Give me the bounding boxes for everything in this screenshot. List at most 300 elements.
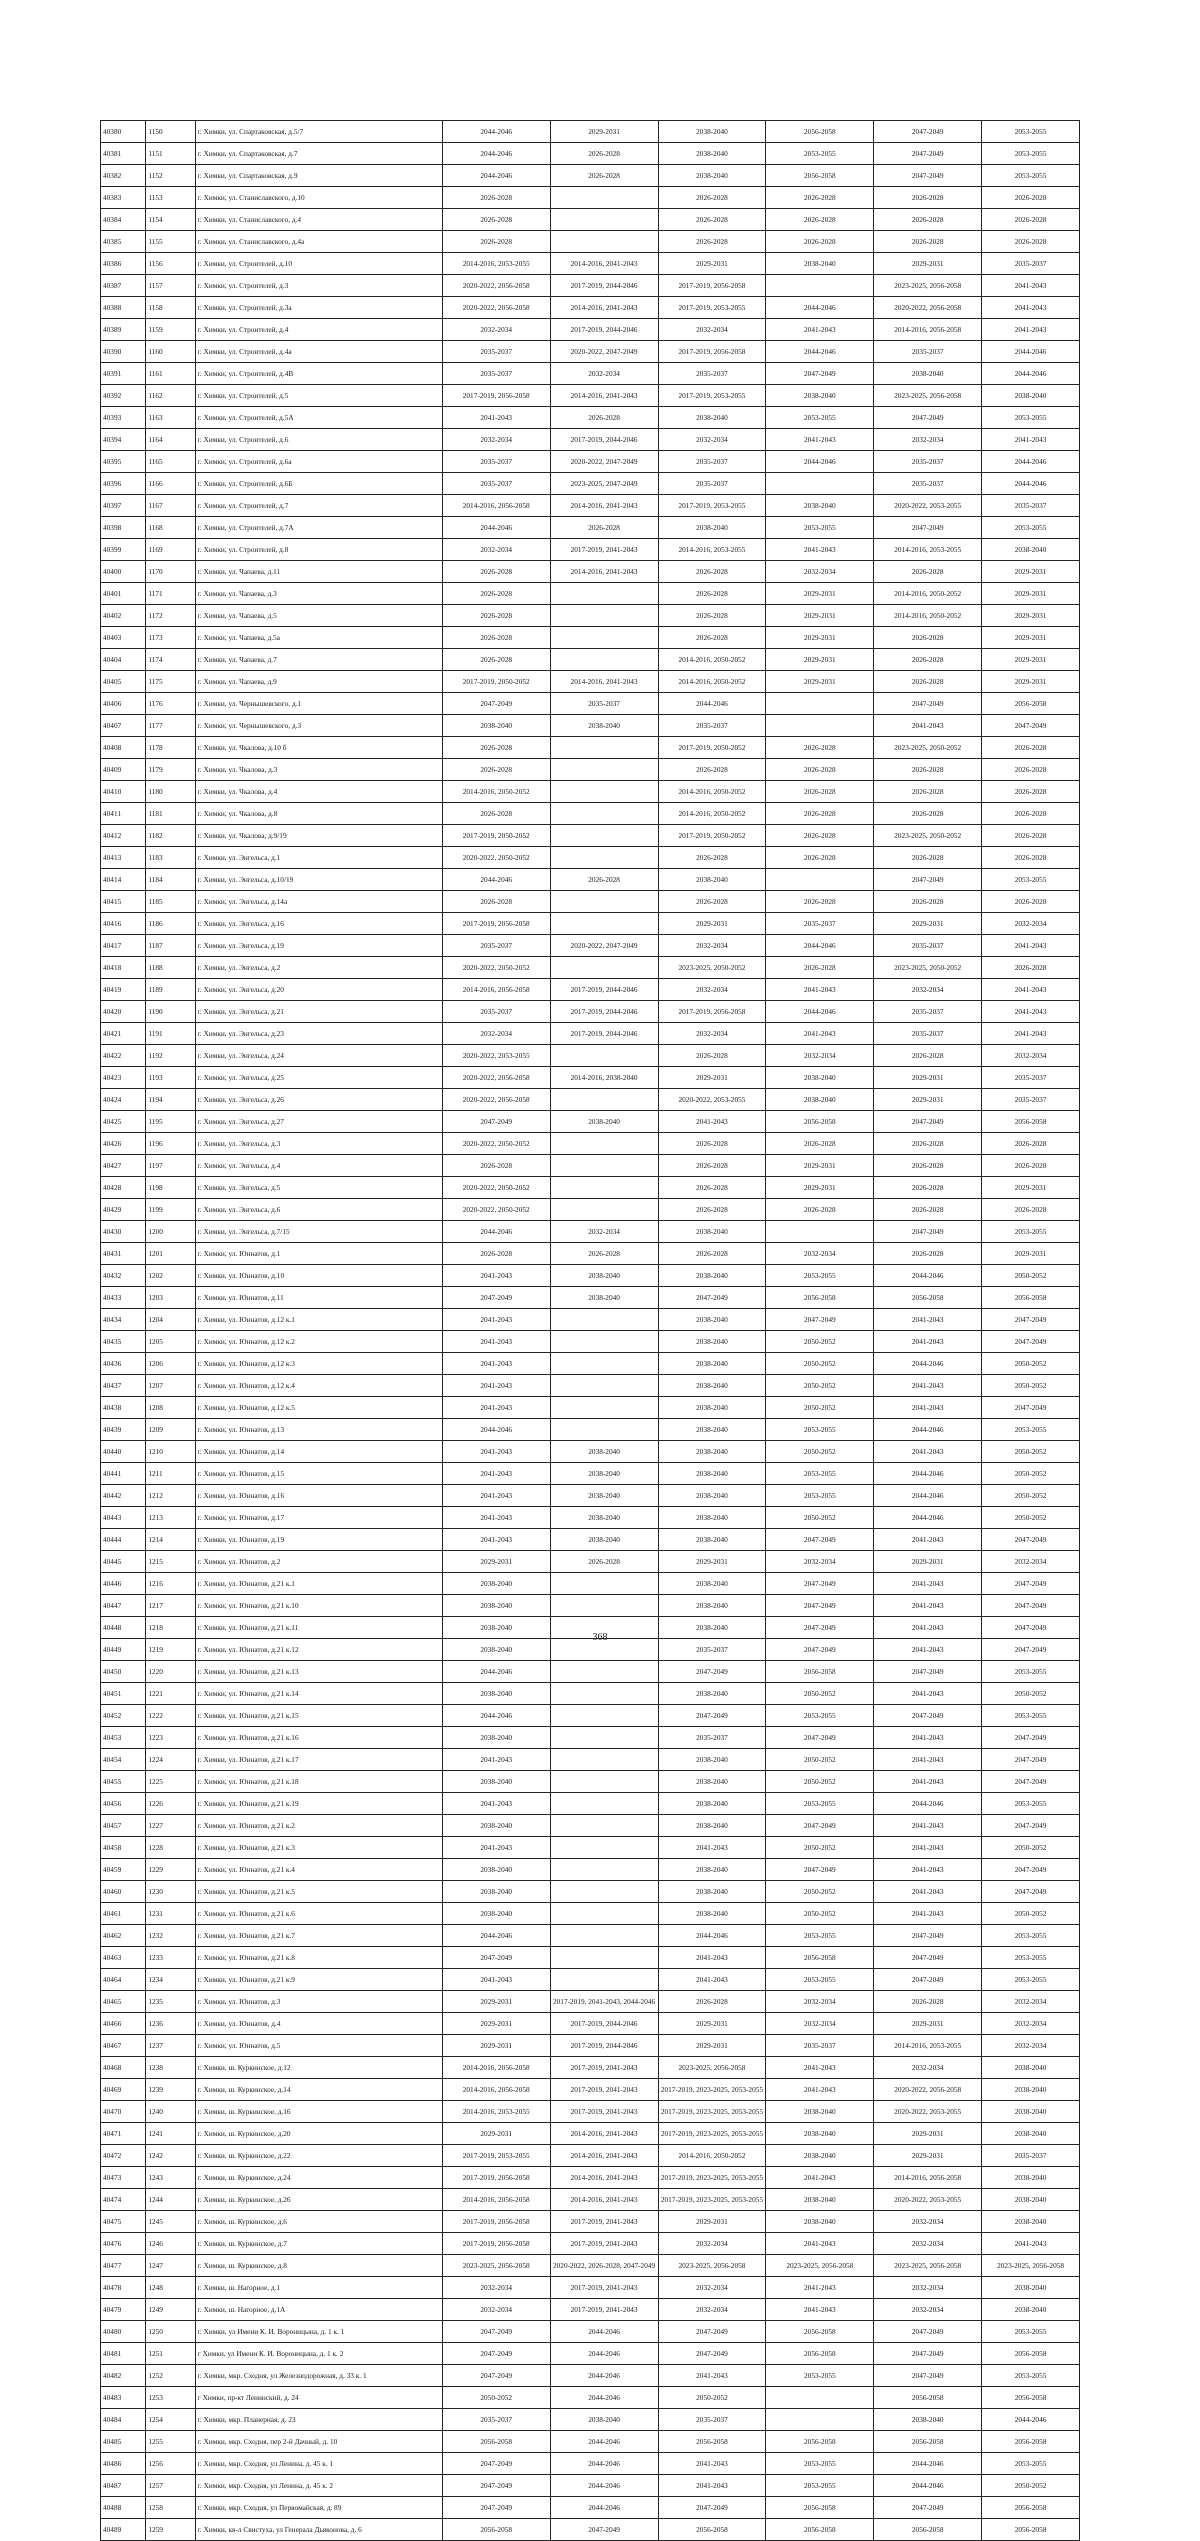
table-row — [101, 2277, 1080, 2299]
cell-record-id: 40422 — [101, 1045, 146, 1067]
table-row — [101, 2167, 1080, 2189]
cell-period-5: 2029-2031 — [874, 1089, 982, 1111]
cell-period-1: 2047-2049 — [442, 1287, 550, 1309]
cell-period-5: 2026-2028 — [874, 231, 982, 253]
cell-period-5: 2044-2046 — [874, 1353, 982, 1375]
table-body — [101, 121, 1080, 2541]
cell-period-4 — [766, 2409, 874, 2431]
cell-period-4: 2041-2043 — [766, 2233, 874, 2255]
cell-period-5: 2014-2016, 2050-2052 — [874, 605, 982, 627]
cell-period-1: 2020-2022, 2056-2058 — [442, 275, 550, 297]
cell-period-4: 2050-2052 — [766, 1353, 874, 1375]
cell-period-1: 2047-2049 — [442, 693, 550, 715]
cell-period-6: 2053-2055 — [982, 1947, 1080, 1969]
cell-period-3: 2047-2049 — [658, 1661, 766, 1683]
cell-period-2: 2026-2028 — [550, 1243, 658, 1265]
cell-period-3: 2038-2040 — [658, 1265, 766, 1287]
cell-period-4: 2026-2028 — [766, 1199, 874, 1221]
cell-period-6: 2035-2037 — [982, 1089, 1080, 1111]
cell-period-6: 2038-2040 — [982, 385, 1080, 407]
table-row — [101, 2299, 1080, 2321]
cell-period-1: 2047-2049 — [442, 1111, 550, 1133]
cell-record-id: 40474 — [101, 2189, 146, 2211]
cell-record-id: 40409 — [101, 759, 146, 781]
cell-period-6: 2050-2052 — [982, 1441, 1080, 1463]
cell-address: г. Химки, мкр. Сходня, ул Железнодорожная, д. 33 к. 1 — [195, 2365, 442, 2387]
cell-address: г. Химки, ул. Строителей, д.6Б — [195, 473, 442, 495]
cell-period-1: 2017-2019, 2056-2058 — [442, 2167, 550, 2189]
table-row — [101, 847, 1080, 869]
cell-period-2: 2044-2046 — [550, 2475, 658, 2497]
cell-house-number: 1180 — [146, 781, 195, 803]
cell-period-5: 2047-2049 — [874, 407, 982, 429]
cell-period-6: 2038-2040 — [982, 2057, 1080, 2079]
cell-house-number: 1165 — [146, 451, 195, 473]
cell-period-2 — [550, 1947, 658, 1969]
cell-period-4: 2026-2028 — [766, 847, 874, 869]
cell-period-6: 2050-2052 — [982, 1485, 1080, 1507]
cell-house-number: 1171 — [146, 583, 195, 605]
cell-record-id: 40440 — [101, 1441, 146, 1463]
cell-house-number: 1181 — [146, 803, 195, 825]
cell-period-5: 2041-2043 — [874, 1375, 982, 1397]
cell-period-5: 2026-2028 — [874, 759, 982, 781]
cell-house-number: 1170 — [146, 561, 195, 583]
cell-house-number: 1252 — [146, 2365, 195, 2387]
cell-address: г. Химки, ул. Юннатов, д.16 — [195, 1485, 442, 1507]
table-row — [101, 495, 1080, 517]
table-row — [101, 1793, 1080, 1815]
cell-period-2: 2035-2037 — [550, 693, 658, 715]
cell-period-1: 2035-2037 — [442, 935, 550, 957]
cell-address: г. Химки, ул. Энгельса, д.6 — [195, 1199, 442, 1221]
cell-period-3: 2026-2028 — [658, 1045, 766, 1067]
cell-record-id: 40426 — [101, 1133, 146, 1155]
table-row — [101, 275, 1080, 297]
cell-period-6: 2047-2049 — [982, 1639, 1080, 1661]
cell-period-5: 2035-2037 — [874, 935, 982, 957]
cell-period-3: 2026-2028 — [658, 561, 766, 583]
cell-house-number: 1155 — [146, 231, 195, 253]
cell-house-number: 1168 — [146, 517, 195, 539]
cell-period-1: 2026-2028 — [442, 187, 550, 209]
cell-period-5: 2029-2031 — [874, 253, 982, 275]
table-row — [101, 2123, 1080, 2145]
cell-period-4: 2053-2055 — [766, 407, 874, 429]
cell-period-1: 2038-2040 — [442, 1903, 550, 1925]
cell-house-number: 1187 — [146, 935, 195, 957]
cell-period-4 — [766, 869, 874, 891]
cell-period-5: 2023-2025, 2056-2058 — [874, 385, 982, 407]
cell-period-2: 2044-2046 — [550, 2321, 658, 2343]
cell-address: г. Химки, ул. Чкалова, д.3 — [195, 759, 442, 781]
cell-period-1: 2026-2028 — [442, 649, 550, 671]
cell-period-4: 2029-2031 — [766, 583, 874, 605]
cell-period-6: 2026-2028 — [982, 1199, 1080, 1221]
cell-period-2: 2017-2019, 2044-2046 — [550, 1023, 658, 1045]
cell-period-1: 2017-2019, 2053-2055 — [442, 2145, 550, 2167]
cell-address: г. Химки, ул. Юннатов, д.12 к.1 — [195, 1309, 442, 1331]
cell-address: г. Химки, ул. Чкалова, д.4 — [195, 781, 442, 803]
cell-house-number: 1251 — [146, 2343, 195, 2365]
table-row — [101, 1705, 1080, 1727]
cell-period-3: 2047-2049 — [658, 1287, 766, 1309]
cell-address: г. Химки, ш. Куркинское, д.16 — [195, 2101, 442, 2123]
cell-period-2 — [550, 1045, 658, 1067]
cell-period-4: 2047-2049 — [766, 1727, 874, 1749]
cell-record-id: 40456 — [101, 1793, 146, 1815]
cell-period-5: 2023-2025, 2056-2058 — [874, 275, 982, 297]
cell-period-4: 2026-2028 — [766, 957, 874, 979]
cell-period-3: 2044-2046 — [658, 693, 766, 715]
cell-period-1: 2041-2043 — [442, 1969, 550, 1991]
cell-address: г. Химки, мкр. Сходня, ул Ленина, д. 45 к. 1 — [195, 2453, 442, 2475]
table-row — [101, 1529, 1080, 1551]
cell-period-3: 2038-2040 — [658, 1573, 766, 1595]
cell-address: г. Химки, ул. Юннатов, д.5 — [195, 2035, 442, 2057]
cell-address: г. Химки, ул. Юннатов, д.3 — [195, 1991, 442, 2013]
cell-period-1: 2035-2037 — [442, 1001, 550, 1023]
cell-period-5: 2023-2025, 2056-2058 — [874, 2255, 982, 2277]
cell-record-id: 40389 — [101, 319, 146, 341]
cell-house-number: 1209 — [146, 1419, 195, 1441]
cell-record-id: 40486 — [101, 2453, 146, 2475]
cell-period-2: 2038-2040 — [550, 1441, 658, 1463]
table-row — [101, 605, 1080, 627]
cell-house-number: 1156 — [146, 253, 195, 275]
cell-house-number: 1212 — [146, 1485, 195, 1507]
cell-period-2: 2017-2019, 2041-2043, 2044-2046 — [550, 1991, 658, 2013]
cell-record-id: 40475 — [101, 2211, 146, 2233]
cell-address: г. Химки, ул. Юннатов, д.10 — [195, 1265, 442, 1287]
cell-period-3: 2038-2040 — [658, 1617, 766, 1639]
cell-record-id: 40390 — [101, 341, 146, 363]
cell-house-number: 1230 — [146, 1881, 195, 1903]
cell-period-5: 2041-2043 — [874, 1859, 982, 1881]
cell-address: г. Химки, ул. Энгельса, д.1 — [195, 847, 442, 869]
cell-period-1: 2035-2037 — [442, 451, 550, 473]
cell-period-6: 2053-2055 — [982, 869, 1080, 891]
cell-record-id: 40391 — [101, 363, 146, 385]
cell-record-id: 40447 — [101, 1595, 146, 1617]
cell-period-3: 2038-2040 — [658, 1771, 766, 1793]
table-row — [101, 1331, 1080, 1353]
cell-address: г. Химки, ул. Юннатов, д.21 к.8 — [195, 1947, 442, 1969]
cell-period-3: 2026-2028 — [658, 627, 766, 649]
table-row — [101, 2519, 1080, 2541]
cell-period-3: 2026-2028 — [658, 847, 766, 869]
cell-period-5: 2047-2049 — [874, 2497, 982, 2519]
cell-period-1: 2056-2058 — [442, 2431, 550, 2453]
cell-period-6: 2029-2031 — [982, 1177, 1080, 1199]
cell-house-number: 1189 — [146, 979, 195, 1001]
cell-period-1: 2041-2043 — [442, 1441, 550, 1463]
cell-period-3: 2038-2040 — [658, 1683, 766, 1705]
cell-period-4: 2047-2049 — [766, 1859, 874, 1881]
cell-period-6: 2050-2052 — [982, 1683, 1080, 1705]
table-row — [101, 759, 1080, 781]
cell-period-4: 2056-2058 — [766, 121, 874, 143]
cell-period-1: 2032-2034 — [442, 319, 550, 341]
table-row — [101, 2057, 1080, 2079]
cell-period-2: 2020-2022, 2047-2049 — [550, 341, 658, 363]
cell-period-4: 2041-2043 — [766, 979, 874, 1001]
cell-period-6: 2038-2040 — [982, 2299, 1080, 2321]
cell-period-6: 2038-2040 — [982, 2167, 1080, 2189]
cell-period-1: 2035-2037 — [442, 363, 550, 385]
cell-address: г. Химки, ул Имени К. И. Вороницына, д. 1 к. 1 — [195, 2321, 442, 2343]
cell-address: г. Химки, ул. Юннатов, д.13 — [195, 1419, 442, 1441]
table-row — [101, 1969, 1080, 1991]
cell-period-3: 2041-2043 — [658, 2365, 766, 2387]
cell-period-3: 2026-2028 — [658, 1133, 766, 1155]
cell-period-3: 2032-2034 — [658, 2277, 766, 2299]
cell-period-6: 2047-2049 — [982, 1815, 1080, 1837]
table-row — [101, 2497, 1080, 2519]
cell-house-number: 1244 — [146, 2189, 195, 2211]
cell-period-6: 2056-2058 — [982, 1111, 1080, 1133]
cell-period-6: 2044-2046 — [982, 473, 1080, 495]
table-row — [101, 671, 1080, 693]
cell-period-4: 2026-2028 — [766, 781, 874, 803]
table-row — [101, 737, 1080, 759]
cell-period-5: 2035-2037 — [874, 1001, 982, 1023]
cell-period-4: 2047-2049 — [766, 1573, 874, 1595]
cell-period-2: 2014-2016, 2041-2043 — [550, 2189, 658, 2211]
cell-record-id: 40436 — [101, 1353, 146, 1375]
cell-period-4: 2041-2043 — [766, 319, 874, 341]
cell-period-5: 2044-2046 — [874, 1485, 982, 1507]
cell-house-number: 1219 — [146, 1639, 195, 1661]
cell-period-2: 2017-2019, 2044-2046 — [550, 319, 658, 341]
cell-period-3: 2050-2052 — [658, 2387, 766, 2409]
cell-period-3: 2017-2019, 2023-2025, 2053-2055 — [658, 2079, 766, 2101]
cell-address: г. Химки, ул. Юннатов, д.11 — [195, 1287, 442, 1309]
cell-period-2 — [550, 1309, 658, 1331]
table-row — [101, 1815, 1080, 1837]
cell-period-6: 2044-2046 — [982, 341, 1080, 363]
cell-period-6: 2026-2028 — [982, 803, 1080, 825]
cell-address: г. Химки, ул. Спартаковская, д.7 — [195, 143, 442, 165]
cell-period-4 — [766, 473, 874, 495]
cell-period-1: 2020-2022, 2050-2052 — [442, 1133, 550, 1155]
cell-period-5: 2047-2049 — [874, 2343, 982, 2365]
cell-period-4: 2038-2040 — [766, 2123, 874, 2145]
cell-period-5: 2047-2049 — [874, 1221, 982, 1243]
cell-period-4: 2032-2034 — [766, 1243, 874, 1265]
cell-period-6: 2035-2037 — [982, 1067, 1080, 1089]
cell-period-1: 2041-2043 — [442, 1529, 550, 1551]
cell-period-4: 2047-2049 — [766, 1815, 874, 1837]
cell-period-5: 2041-2043 — [874, 1771, 982, 1793]
cell-period-6: 2026-2028 — [982, 737, 1080, 759]
cell-period-3: 2044-2046 — [658, 1925, 766, 1947]
cell-record-id: 40380 — [101, 121, 146, 143]
table-row — [101, 1661, 1080, 1683]
cell-period-3: 2047-2049 — [658, 1705, 766, 1727]
cell-period-1: 2038-2040 — [442, 1617, 550, 1639]
cell-period-5: 2014-2016, 2056-2058 — [874, 319, 982, 341]
cell-period-2: 2014-2016, 2041-2043 — [550, 2145, 658, 2167]
cell-period-6: 2047-2049 — [982, 1749, 1080, 1771]
cell-house-number: 1157 — [146, 275, 195, 297]
cell-period-3: 2017-2019, 2023-2025, 2053-2055 — [658, 2101, 766, 2123]
cell-period-4: 2026-2028 — [766, 737, 874, 759]
cell-period-4: 2053-2055 — [766, 1705, 874, 1727]
cell-period-5: 2026-2028 — [874, 209, 982, 231]
cell-period-1: 2041-2043 — [442, 1749, 550, 1771]
cell-house-number: 1184 — [146, 869, 195, 891]
table-row — [101, 2431, 1080, 2453]
cell-period-1: 2041-2043 — [442, 1265, 550, 1287]
cell-house-number: 1211 — [146, 1463, 195, 1485]
cell-record-id: 40481 — [101, 2343, 146, 2365]
table-row — [101, 1045, 1080, 1067]
table-row — [101, 1859, 1080, 1881]
table-row — [101, 1177, 1080, 1199]
cell-period-5: 2029-2031 — [874, 1067, 982, 1089]
cell-period-3: 2029-2031 — [658, 2211, 766, 2233]
cell-period-4: 2056-2058 — [766, 1111, 874, 1133]
cell-period-5: 2029-2031 — [874, 2123, 982, 2145]
cell-record-id: 40466 — [101, 2013, 146, 2035]
cell-house-number: 1160 — [146, 341, 195, 363]
cell-period-3: 2038-2040 — [658, 517, 766, 539]
cell-record-id: 40415 — [101, 891, 146, 913]
cell-period-2 — [550, 1331, 658, 1353]
cell-period-4: 2050-2052 — [766, 1375, 874, 1397]
cell-house-number: 1229 — [146, 1859, 195, 1881]
cell-record-id: 40387 — [101, 275, 146, 297]
cell-period-3: 2032-2034 — [658, 1023, 766, 1045]
table-row — [101, 1265, 1080, 1287]
cell-period-2: 2044-2046 — [550, 2497, 658, 2519]
cell-address: г. Химки, ул. Юннатов, д.21 к.7 — [195, 1925, 442, 1947]
cell-address: г. Химки, ул. Станиславского, д.10 — [195, 187, 442, 209]
cell-record-id: 40413 — [101, 847, 146, 869]
cell-house-number: 1201 — [146, 1243, 195, 1265]
cell-address: г. Химки, ул. Юннатов, д.21 к.2 — [195, 1815, 442, 1837]
cell-period-4: 2056-2058 — [766, 2519, 874, 2541]
table-row — [101, 2321, 1080, 2343]
cell-record-id: 40416 — [101, 913, 146, 935]
cell-period-1: 2047-2049 — [442, 2365, 550, 2387]
cell-house-number: 1153 — [146, 187, 195, 209]
cell-period-5: 2047-2049 — [874, 121, 982, 143]
cell-house-number: 1185 — [146, 891, 195, 913]
cell-period-2 — [550, 1155, 658, 1177]
cell-period-6: 2047-2049 — [982, 1617, 1080, 1639]
cell-period-2: 2026-2028 — [550, 407, 658, 429]
cell-period-6: 2047-2049 — [982, 1881, 1080, 1903]
cell-house-number: 1198 — [146, 1177, 195, 1199]
cell-period-1: 2044-2046 — [442, 1419, 550, 1441]
cell-period-3: 2017-2019, 2050-2052 — [658, 825, 766, 847]
cell-period-3: 2014-2016, 2050-2052 — [658, 803, 766, 825]
cell-period-2: 2020-2022, 2047-2049 — [550, 451, 658, 473]
cell-period-6: 2038-2040 — [982, 2211, 1080, 2233]
cell-period-1: 2038-2040 — [442, 1639, 550, 1661]
cell-address: г. Химки, ул. Энгельса, д.7/15 — [195, 1221, 442, 1243]
cell-period-1: 2026-2028 — [442, 759, 550, 781]
cell-period-2: 2017-2019, 2041-2043 — [550, 2299, 658, 2321]
cell-period-6: 2029-2031 — [982, 627, 1080, 649]
cell-period-3: 2041-2043 — [658, 1111, 766, 1133]
cell-period-5: 2041-2043 — [874, 1727, 982, 1749]
cell-period-5: 2035-2037 — [874, 473, 982, 495]
cell-period-3: 2026-2028 — [658, 1177, 766, 1199]
cell-period-2 — [550, 781, 658, 803]
cell-period-2 — [550, 803, 658, 825]
cell-period-5: 2041-2043 — [874, 1815, 982, 1837]
cell-period-3: 2014-2016, 2050-2052 — [658, 2145, 766, 2167]
cell-record-id: 40418 — [101, 957, 146, 979]
cell-house-number: 1159 — [146, 319, 195, 341]
cell-address: г. Химки, ул. Юннатов, д.21 к.5 — [195, 1881, 442, 1903]
cell-period-5: 2026-2028 — [874, 671, 982, 693]
cell-period-4: 2047-2049 — [766, 1529, 874, 1551]
cell-house-number: 1220 — [146, 1661, 195, 1683]
cell-period-3: 2017-2019, 2053-2055 — [658, 297, 766, 319]
cell-house-number: 1164 — [146, 429, 195, 451]
cell-address: г. Химки, ул. Строителей, д.5 — [195, 385, 442, 407]
cell-period-4: 2056-2058 — [766, 2497, 874, 2519]
cell-period-2 — [550, 1419, 658, 1441]
table-row — [101, 1771, 1080, 1793]
cell-record-id: 40382 — [101, 165, 146, 187]
cell-period-4: 2041-2043 — [766, 2277, 874, 2299]
cell-address: г. Химки, ул. Строителей, д.3 — [195, 275, 442, 297]
cell-period-4: 2044-2046 — [766, 341, 874, 363]
cell-period-6: 2041-2043 — [982, 935, 1080, 957]
cell-house-number: 1223 — [146, 1727, 195, 1749]
cell-period-1: 2017-2019, 2056-2058 — [442, 2211, 550, 2233]
cell-record-id: 40489 — [101, 2519, 146, 2541]
cell-period-4: 2044-2046 — [766, 935, 874, 957]
cell-address: г. Химки, ул. Чапаева, д.5а — [195, 627, 442, 649]
cell-record-id: 40471 — [101, 2123, 146, 2145]
cell-period-5: 2029-2031 — [874, 913, 982, 935]
cell-period-6: 2026-2028 — [982, 825, 1080, 847]
cell-period-3: 2029-2031 — [658, 2013, 766, 2035]
cell-address: г. Химки, ул. Юннатов, д.4 — [195, 2013, 442, 2035]
table-row — [101, 385, 1080, 407]
cell-record-id: 40407 — [101, 715, 146, 737]
cell-period-1: 2044-2046 — [442, 1705, 550, 1727]
table-row — [101, 1287, 1080, 1309]
cell-period-3: 2038-2040 — [658, 1375, 766, 1397]
cell-house-number: 1236 — [146, 2013, 195, 2035]
cell-period-6: 2032-2034 — [982, 2035, 1080, 2057]
cell-period-6: 2032-2034 — [982, 1551, 1080, 1573]
cell-address: г. Химки, ул. Энгельса, д.16 — [195, 913, 442, 935]
cell-house-number: 1255 — [146, 2431, 195, 2453]
cell-address: г. Химки, ул. Энгельса, д.20 — [195, 979, 442, 1001]
cell-period-5: 2047-2049 — [874, 165, 982, 187]
cell-period-2 — [550, 231, 658, 253]
cell-period-4: 2050-2052 — [766, 1683, 874, 1705]
cell-record-id: 40414 — [101, 869, 146, 891]
cell-period-4: 2038-2040 — [766, 495, 874, 517]
cell-period-1: 2026-2028 — [442, 605, 550, 627]
table-row — [101, 451, 1080, 473]
cell-address: г. Химки, ш. Нагорное, д.1 — [195, 2277, 442, 2299]
cell-period-3: 2038-2040 — [658, 1309, 766, 1331]
cell-period-5: 2047-2049 — [874, 1925, 982, 1947]
cell-record-id: 40460 — [101, 1881, 146, 1903]
cell-period-1: 2041-2043 — [442, 407, 550, 429]
cell-period-3: 2041-2043 — [658, 2453, 766, 2475]
